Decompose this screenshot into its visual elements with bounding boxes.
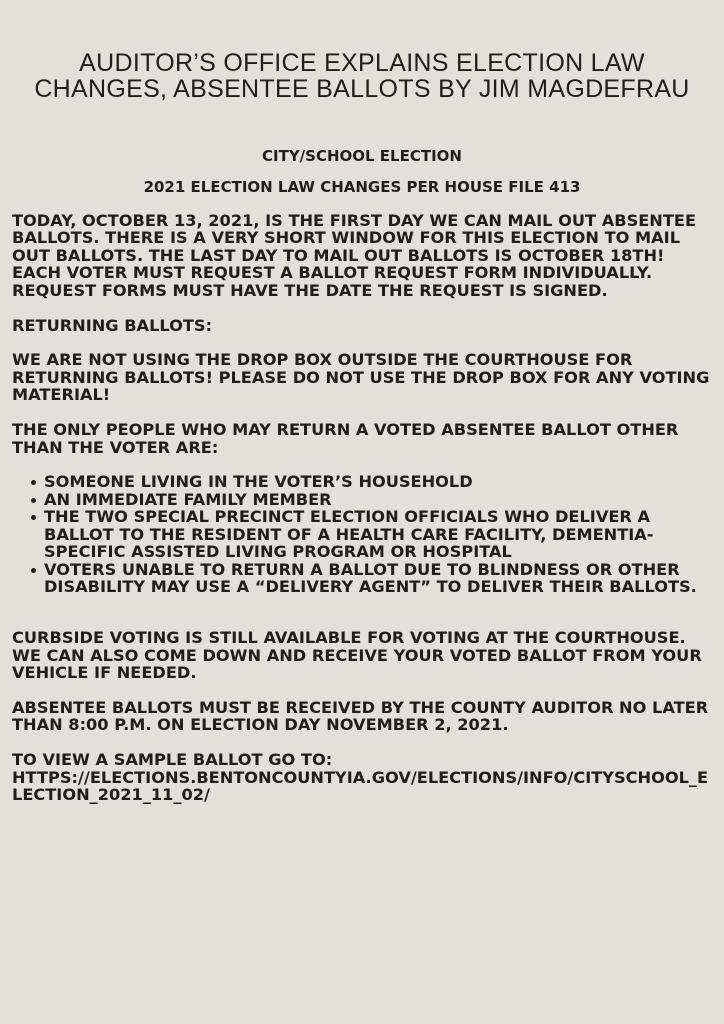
return-people-list bbox=[12, 473, 716, 595]
article-body bbox=[12, 212, 716, 821]
list-item: VOTERS UNABLE TO RETURN A BALLOT DUE TO BLINDNESS OR OTHER DISABILITY MAY USE A “DELIVERY AGENT” TO DELIVER THEIR BALLOTS. bbox=[44, 561, 716, 596]
list-item: SOMEONE LIVING IN THE VOTER’S HOUSEHOLD bbox=[44, 473, 716, 490]
subtitle-law-changes: 2021 ELECTION LAW CHANGES PER HOUSE FILE 413 bbox=[143, 178, 581, 196]
return-people-intro: THE ONLY PEOPLE WHO MAY RETURN A VOTED ABSENTEE BALLOT OTHER THAN THE VOTER ARE: bbox=[12, 420, 679, 457]
page-title bbox=[0, 50, 724, 102]
curbside-paragraph: CURBSIDE VOTING IS STILL AVAILABLE FOR VOTING AT THE COURTHOUSE. WE CAN ALSO COME DOWN AND RECEIVE YOUR VOTED BALLOT FROM YOUR VEHICLE IF NEEDED. bbox=[12, 628, 702, 683]
subtitle-election: CITY/SCHOOL ELECTION bbox=[262, 147, 462, 165]
list-item: THE TWO SPECIAL PRECINCT ELECTION OFFICIALS WHO DELIVER A BALLOT TO THE RESIDENT OF A HEALTH CARE FACILITY, DEMENTIA-SPECIFIC ASSISTED LIVING PROGRAM OR HOSPITAL bbox=[44, 508, 716, 560]
sample-ballot-label: TO VIEW A SAMPLE BALLOT GO TO: bbox=[12, 750, 333, 770]
returning-heading: RETURNING BALLOTS: bbox=[12, 315, 213, 335]
intro-paragraph: TODAY, OCTOBER 13, 2021, IS THE FIRST DAY WE CAN MAIL OUT ABSENTEE BALLOTS. THERE IS A VERY SHORT WINDOW FOR THIS ELECTION TO MAIL OUT BALLOTS. THE LAST DAY TO MAIL OUT BALLOTS IS OCTOBER 18TH! EACH VOTER MUST REQUEST A BALLOT REQUEST FORM INDIVIDUALLY. REQUEST FORMS MUST HAVE THE DATE THE REQUEST IS SIGNED. bbox=[12, 211, 697, 300]
drop-box-notice: WE ARE NOT USING THE DROP BOX OUTSIDE THE COURTHOUSE FOR RETURNING BALLOTS! PLEASE DO NOT USE THE DROP BOX FOR ANY VOTING MATERIAL! bbox=[12, 350, 710, 405]
deadline-paragraph: ABSENTEE BALLOTS MUST BE RECEIVED BY THE COUNTY AUDITOR NO LATER THAN 8:00 P.M. ON ELECTION DAY NOVEMBER 2, 2021. bbox=[12, 698, 709, 735]
page-title-line-2: CHANGES, ABSENTEE BALLOTS BY JIM MAGDEFRAU bbox=[34, 75, 690, 103]
list-item: AN IMMEDIATE FAMILY MEMBER bbox=[44, 491, 716, 508]
page-title-line-1: AUDITOR’S OFFICE EXPLAINS ELECTION LAW bbox=[79, 49, 645, 77]
sample-ballot-link[interactable]: HTTPS://ELECTIONS.BENTONCOUNTYIA.GOV/ELECTIONS/INFO/CITYSCHOOL_ELECTION_2021_11_02/ bbox=[12, 767, 709, 805]
